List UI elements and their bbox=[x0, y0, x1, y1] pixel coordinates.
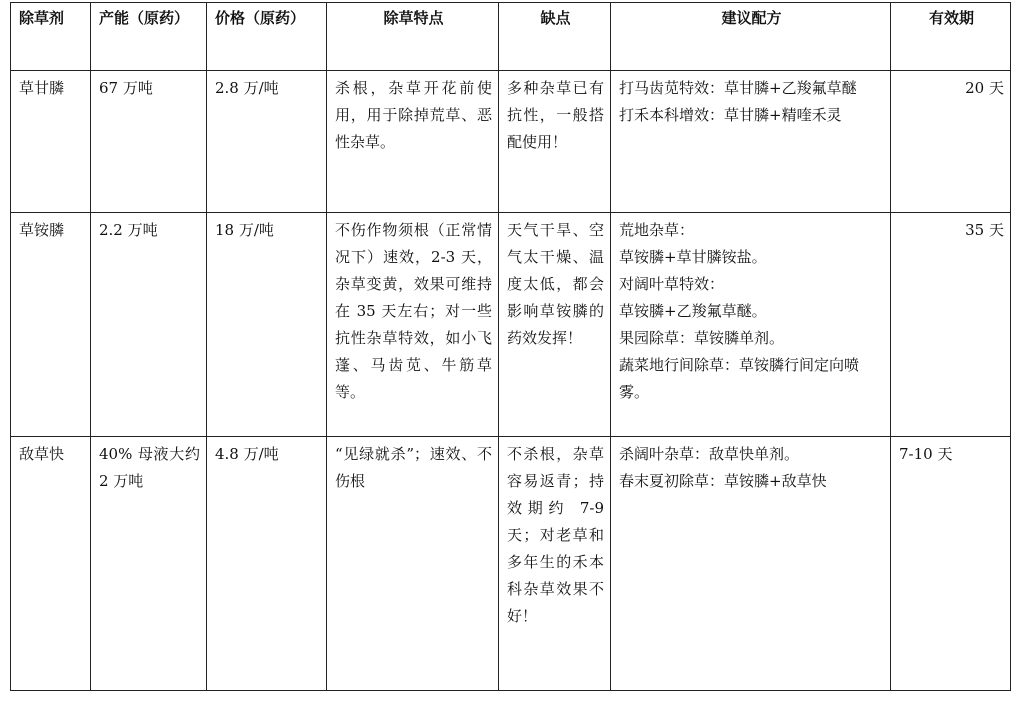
formula-line: 春末夏初除草：草铵膦+敌草快 bbox=[619, 472, 827, 490]
header-drawbacks: 缺点 bbox=[499, 3, 611, 71]
capacity-cell: 67 万吨 bbox=[91, 71, 207, 213]
formula-line: 草铵膦+草甘膦铵盐。 bbox=[619, 248, 767, 266]
herbicide-name: 草铵膦 bbox=[11, 213, 91, 437]
features-cell: 不伤作物须根（正常情况下）速效，2-3 天，杂草变黄，效果可维持在 35 天左右；对一些抗性杂草特效，如小飞蓬、马齿苋、牛筋草等。 bbox=[327, 213, 499, 437]
herbicide-name: 草甘膦 bbox=[11, 71, 91, 213]
formula-line: 杀阔叶杂草：敌草快单剂。 bbox=[619, 445, 800, 463]
features-cell: “见绿就杀”；速效、不伤根 bbox=[327, 437, 499, 691]
formula-line: 蔬菜地行间除草：草铵膦行间定向喷雾。 bbox=[619, 356, 860, 401]
table-row bbox=[11, 71, 1011, 213]
herbicide-name: 敌草快 bbox=[11, 437, 91, 691]
price-cell: 4.8 万/吨 bbox=[207, 437, 327, 691]
table-header-row bbox=[11, 3, 1011, 71]
table-row bbox=[11, 213, 1011, 437]
formula-line: 对阔叶草特效： bbox=[619, 275, 725, 293]
drawbacks-cell: 不杀根，杂草容易返青；持效期约 7-9 天；对老草和多年生的禾本科杂草效果不好！ bbox=[499, 437, 611, 691]
price-cell: 18 万/吨 bbox=[207, 213, 327, 437]
formula-line: 果园除草：草铵膦单剂。 bbox=[619, 329, 785, 347]
formula-cell bbox=[611, 71, 891, 213]
formula-cell bbox=[611, 437, 891, 691]
header-price: 价格（原药） bbox=[207, 3, 327, 71]
capacity-cell: 40% 母液大约 2 万吨 bbox=[91, 437, 207, 691]
validity-cell: 20 天 bbox=[891, 71, 1011, 213]
header-formula: 建议配方 bbox=[611, 3, 891, 71]
price-cell: 2.8 万/吨 bbox=[207, 71, 327, 213]
validity-cell: 35 天 bbox=[891, 213, 1011, 437]
header-capacity: 产能（原药） bbox=[91, 3, 207, 71]
formula-line: 打禾本科增效：草甘膦+精喹禾灵 bbox=[619, 106, 842, 124]
drawbacks-cell: 天气干旱、空气太干燥、温度太低，都会影响草铵膦的药效发挥！ bbox=[499, 213, 611, 437]
formula-cell bbox=[611, 213, 891, 437]
features-cell: 杀根，杂草开花前使用，用于除掉荒草、恶性杂草。 bbox=[327, 71, 499, 213]
formula-line: 草铵膦+乙羧氟草醚。 bbox=[619, 302, 767, 320]
formula-line: 打马齿苋特效：草甘膦+乙羧氟草醚 bbox=[619, 79, 857, 97]
capacity-cell: 2.2 万吨 bbox=[91, 213, 207, 437]
table-row bbox=[11, 437, 1011, 691]
header-features: 除草特点 bbox=[327, 3, 499, 71]
formula-line: 荒地杂草： bbox=[619, 221, 695, 239]
validity-cell: 7-10 天 bbox=[891, 437, 1011, 691]
drawbacks-cell: 多种杂草已有抗性，一般搭配使用！ bbox=[499, 71, 611, 213]
herbicide-comparison-table bbox=[10, 2, 1011, 691]
header-herbicide: 除草剂 bbox=[11, 3, 91, 71]
header-validity: 有效期 bbox=[891, 3, 1011, 71]
